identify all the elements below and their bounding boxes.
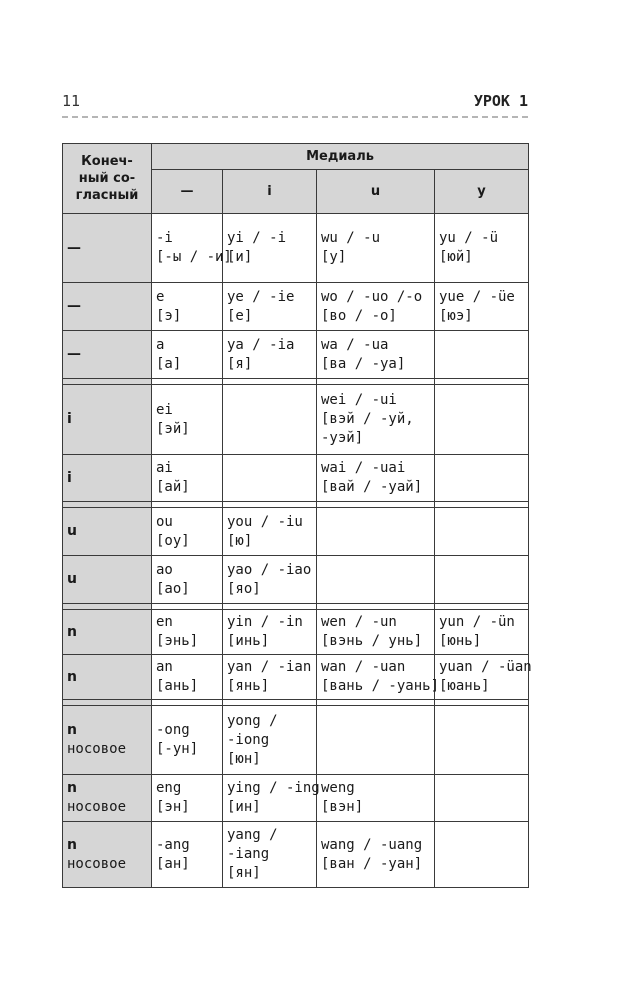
syllable-cell: [435, 214, 529, 283]
syllable-line: ao: [156, 561, 173, 578]
syllable-line: [ва / -уа]: [321, 355, 406, 372]
syllable-cell: [152, 610, 223, 655]
syllable-line: wei / -ui: [321, 392, 397, 408]
syllable-cell: [223, 775, 320, 822]
table-row: [63, 508, 529, 556]
final-consonant-label: —: [67, 298, 81, 314]
column-header: i: [223, 170, 317, 214]
syllable-line: [ян]: [227, 865, 261, 881]
syllable-cell: [317, 775, 435, 822]
page-header: [62, 92, 528, 116]
page-number: 11: [62, 92, 81, 110]
syllable-line: eng: [156, 780, 182, 796]
syllable-cell: [435, 556, 529, 604]
syllable-cell: [152, 775, 223, 822]
syllable-line: [ай]: [156, 479, 190, 495]
syllable-line: [юэ]: [439, 307, 473, 324]
final-consonant-note: носовое: [67, 741, 127, 757]
syllable-cell: [152, 508, 223, 556]
syllable-cell: [152, 822, 223, 888]
syllable-cell: [435, 385, 529, 455]
syllable-cell: [317, 455, 435, 502]
syllable-line: wan / -uan: [321, 659, 406, 675]
syllable-line: yan / -ian: [227, 659, 312, 675]
final-consonant-cell: [63, 214, 152, 283]
final-consonant-label: i: [67, 469, 72, 486]
table-row: [63, 775, 529, 822]
syllable-line: -ang: [156, 836, 190, 853]
syllable-line: [-ы / -и]: [156, 249, 232, 265]
syllable-cell: [435, 706, 529, 775]
syllable-line: wen / -un: [321, 614, 397, 630]
syllable-cell: [223, 508, 317, 556]
corner-header-line: гласный: [75, 188, 139, 203]
table-row: [63, 706, 529, 775]
syllable-line: -iong: [227, 731, 270, 748]
final-consonant-cell: [63, 775, 152, 822]
final-consonant-label: —: [67, 239, 81, 256]
syllable-cell: [435, 508, 529, 556]
final-consonant-label: —: [67, 346, 81, 362]
final-consonant-cell: [63, 706, 152, 775]
final-consonant-cell: [63, 455, 152, 502]
medial-header: Медиаль: [152, 144, 529, 170]
syllable-line: ying / -ing: [227, 780, 320, 796]
final-consonant-label: n: [67, 722, 77, 738]
syllable-cell: [435, 655, 532, 700]
final-consonant-cell: [63, 610, 152, 655]
syllable-line: -i: [156, 230, 173, 246]
syllable-cell: [317, 706, 435, 775]
syllable-line: yue / -üe: [439, 288, 515, 305]
syllable-line: [юй]: [439, 249, 473, 265]
table-body: [63, 214, 532, 888]
syllable-line: [-ун]: [156, 741, 199, 757]
syllable-cell: [152, 385, 223, 455]
syllable-line: ei: [156, 401, 173, 418]
table-row: [63, 283, 529, 331]
column-header: y: [435, 170, 529, 214]
syllable-line: [ин]: [227, 799, 261, 815]
syllable-line: [юн]: [227, 750, 261, 767]
syllable-cell: [435, 455, 529, 502]
syllable-line: [яо]: [227, 580, 261, 597]
final-consonant-label: n: [67, 780, 77, 796]
table-row: [63, 556, 529, 604]
syllable-line: [юнь]: [439, 633, 482, 649]
syllable-line: [ю]: [227, 532, 253, 549]
syllable-line: e: [156, 288, 165, 305]
syllable-line: ai: [156, 460, 173, 476]
syllable-cell: [152, 655, 223, 700]
syllable-cell: [317, 385, 435, 455]
syllable-line: you / -iu: [227, 513, 303, 530]
syllable-line: [вань / -уань]: [321, 678, 440, 694]
syllable-cell: [317, 655, 440, 700]
table-row: [63, 385, 529, 455]
syllable-line: an: [156, 659, 173, 675]
syllable-cell: [317, 283, 435, 331]
syllable-cell: [435, 283, 529, 331]
syllable-line: [вай / -уай]: [321, 479, 423, 495]
final-consonant-label: u: [67, 571, 77, 587]
header-divider: [62, 116, 528, 118]
table-row: [63, 214, 529, 283]
syllable-line: yun / -ün: [439, 614, 515, 630]
table-row: [63, 455, 529, 502]
syllable-line: [ань]: [156, 678, 199, 694]
syllable-line: [а]: [156, 355, 182, 372]
syllable-cell: [435, 331, 529, 379]
syllable-line: [инь]: [227, 633, 270, 649]
corner-header: [63, 144, 152, 214]
syllable-line: [е]: [227, 307, 253, 324]
syllable-line: [во / -о]: [321, 307, 397, 324]
final-consonant-cell: [63, 822, 152, 888]
syllable-cell: [223, 706, 317, 775]
syllable-cell: [223, 283, 317, 331]
syllable-cell: [223, 331, 317, 379]
syllable-cell: [223, 610, 317, 655]
syllable-line: wai / -uai: [321, 460, 406, 476]
syllable-cell: [317, 214, 435, 283]
syllable-cell: [317, 610, 435, 655]
final-consonant-note: носовое: [67, 799, 127, 815]
table-row: [63, 655, 529, 700]
syllable-line: [эн]: [156, 799, 190, 815]
syllable-cell: [435, 822, 529, 888]
syllable-cell: [223, 822, 317, 888]
syllable-cell: [223, 214, 317, 283]
final-consonant-note: носовое: [67, 855, 127, 872]
syllable-line: yong /: [227, 712, 278, 729]
syllable-line: [ао]: [156, 580, 190, 597]
final-consonant-label: n: [67, 836, 77, 853]
syllable-line: yuan / -üan: [439, 659, 532, 675]
corner-header-line: ный со-: [78, 171, 136, 186]
syllable-cell: [223, 655, 317, 700]
final-consonant-label: n: [67, 623, 77, 640]
syllable-line: a: [156, 336, 165, 353]
lesson-title: УРОК 1: [473, 92, 528, 110]
syllable-line: [у]: [321, 249, 347, 265]
column-header: —: [152, 170, 223, 214]
syllable-cell: [152, 556, 223, 604]
syllable-line: [я]: [227, 355, 253, 372]
syllable-line: wa / -ua: [321, 336, 389, 353]
table-row: [63, 331, 529, 379]
syllable-line: yi / -i: [227, 230, 287, 246]
corner-header-label: [67, 153, 147, 204]
syllable-line: [и]: [227, 249, 253, 265]
syllable-cell: [152, 331, 223, 379]
syllable-line: yang /: [227, 827, 278, 843]
final-consonant-cell: [63, 508, 152, 556]
syllable-line: [ван / -уан]: [321, 855, 423, 872]
syllable-line: -уэй]: [321, 430, 364, 446]
syllable-line: [энь]: [156, 633, 199, 649]
final-consonant-cell: [63, 331, 152, 379]
syllable-line: [юань]: [439, 678, 490, 694]
final-consonant-label: u: [67, 523, 77, 539]
syllable-cell: [152, 706, 223, 775]
syllable-line: ya / -ia: [227, 336, 295, 353]
syllable-line: en: [156, 614, 173, 630]
syllable-line: yin / -in: [227, 614, 303, 630]
syllable-cell: [152, 214, 232, 283]
syllable-cell: [223, 455, 317, 502]
syllable-line: [вэн]: [321, 799, 364, 815]
syllable-line: wang / -uang: [321, 836, 423, 853]
syllable-cell: [317, 556, 435, 604]
syllable-cell: [317, 331, 435, 379]
table-row: [63, 610, 529, 655]
syllable-line: yao / -iao: [227, 561, 312, 578]
syllable-line: [янь]: [227, 678, 270, 694]
syllable-line: -iang: [227, 846, 270, 862]
syllable-line: -ong: [156, 722, 190, 738]
syllable-line: wu / -u: [321, 230, 381, 246]
syllable-cell: [223, 385, 317, 455]
final-consonant-label: i: [67, 411, 72, 427]
syllable-line: [э]: [156, 307, 182, 324]
syllable-cell: [223, 556, 317, 604]
syllable-line: [вэнь / унь]: [321, 633, 423, 649]
syllable-line: yu / -ü: [439, 230, 499, 246]
syllable-line: [эй]: [156, 420, 190, 437]
corner-header-line: Конеч-: [81, 154, 133, 169]
final-consonant-cell: [63, 385, 152, 455]
column-header: u: [317, 170, 435, 214]
final-consonant-cell: [63, 283, 152, 331]
syllable-cell: [435, 610, 529, 655]
syllable-cell: [317, 508, 435, 556]
syllable-line: ye / -ie: [227, 288, 295, 305]
syllable-cell: [152, 455, 223, 502]
syllable-line: [оу]: [156, 532, 190, 549]
syllable-cell: [317, 822, 435, 888]
table-row: [63, 822, 529, 888]
syllable-line: ou: [156, 513, 173, 530]
final-consonant-cell: [63, 556, 152, 604]
syllable-cell: [152, 283, 223, 331]
syllable-line: weng: [321, 780, 355, 796]
final-consonant-cell: [63, 655, 152, 700]
syllable-line: wo / -uo /-o: [321, 288, 423, 305]
syllable-line: [ан]: [156, 855, 190, 872]
final-consonant-label: n: [67, 668, 77, 685]
syllable-line: [вэй / -уй,: [321, 411, 414, 427]
syllable-cell: [435, 775, 529, 822]
phonetic-table: [62, 143, 532, 888]
